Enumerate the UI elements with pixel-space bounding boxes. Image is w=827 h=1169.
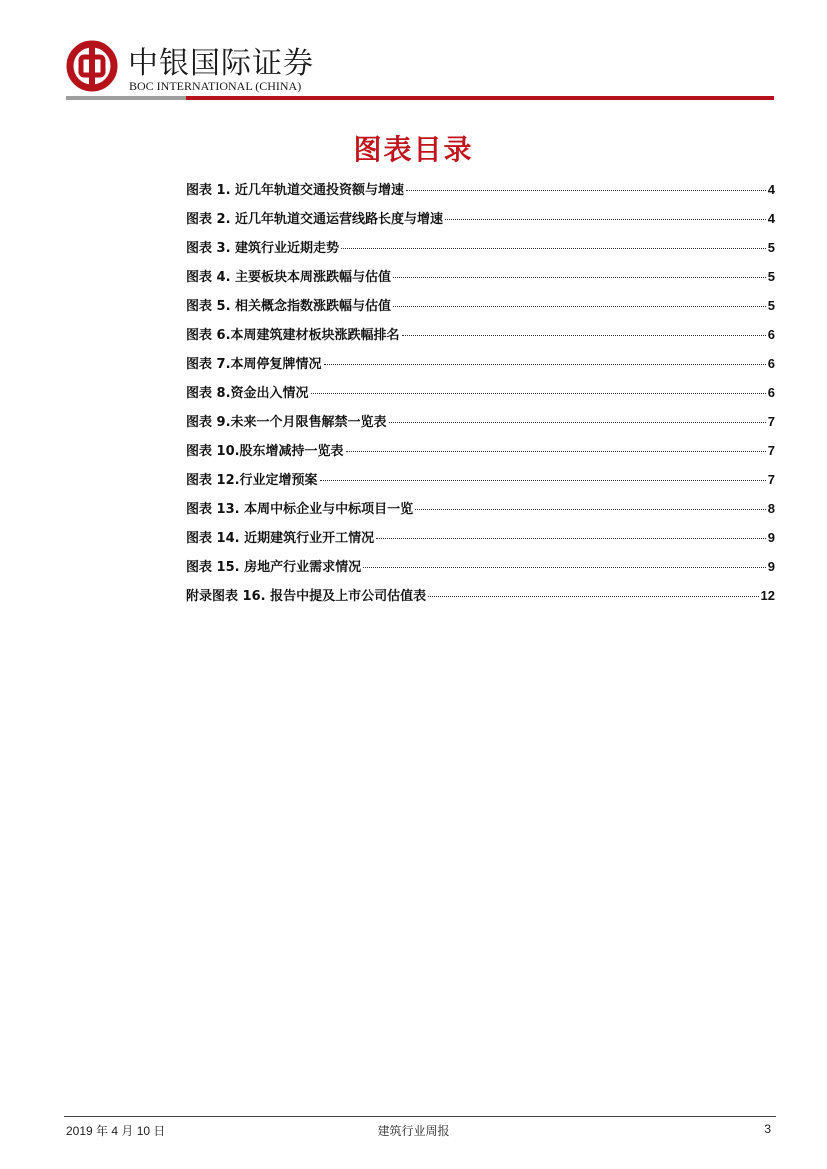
toc-entry-page[interactable]: 6 bbox=[767, 356, 775, 371]
toc-entry[interactable] bbox=[186, 266, 775, 295]
toc-list bbox=[186, 179, 775, 614]
toc-title: 图表目录 bbox=[353, 133, 474, 166]
toc-entry-page[interactable]: 9 bbox=[767, 559, 775, 574]
footer-date: 2019 年 4 月 10 日 bbox=[66, 1124, 166, 1138]
toc-entry-page[interactable]: 5 bbox=[767, 269, 775, 284]
toc-dot-leader bbox=[341, 246, 766, 249]
toc-entry-label[interactable]: 图表 6.本周建筑建材板块涨跌幅排名 bbox=[186, 328, 400, 343]
toc-entry-label[interactable]: 图表 3. 建筑行业近期走势 bbox=[186, 241, 340, 256]
toc-dot-leader bbox=[393, 275, 766, 278]
footer-page-number: 3 bbox=[764, 1122, 771, 1136]
toc-entry[interactable] bbox=[186, 440, 775, 469]
toc-entry[interactable] bbox=[186, 469, 775, 498]
toc-entry-label[interactable]: 图表 12.行业定增预案 bbox=[186, 473, 318, 488]
toc-entry[interactable] bbox=[186, 179, 775, 208]
footer-rule bbox=[64, 1116, 776, 1117]
toc-entry-label[interactable]: 图表 15. 房地产行业需求情况 bbox=[186, 560, 362, 575]
toc-entry-page[interactable]: 4 bbox=[767, 211, 775, 226]
toc-dot-leader bbox=[311, 391, 766, 394]
toc-dot-leader bbox=[376, 536, 766, 539]
toc-entry-label[interactable]: 图表 2. 近几年轨道交通运营线路长度与增速 bbox=[186, 212, 444, 227]
bank-of-china-logo-icon bbox=[66, 40, 118, 92]
toc-entry[interactable] bbox=[186, 411, 775, 440]
toc-entry-page[interactable]: 6 bbox=[767, 327, 775, 342]
toc-entry[interactable] bbox=[186, 324, 775, 353]
header-rule-red bbox=[186, 96, 774, 100]
toc-dot-leader bbox=[402, 333, 766, 336]
toc-entry[interactable] bbox=[186, 353, 775, 382]
toc-entry-page[interactable]: 4 bbox=[767, 182, 775, 197]
toc-entry-page[interactable]: 8 bbox=[767, 501, 775, 516]
toc-dot-leader bbox=[389, 420, 766, 423]
toc-entry[interactable] bbox=[186, 498, 775, 527]
toc-dot-leader bbox=[324, 362, 766, 365]
toc-entry-label[interactable]: 图表 5. 相关概念指数涨跌幅与估值 bbox=[186, 299, 392, 314]
toc-entry[interactable] bbox=[186, 527, 775, 556]
toc-dot-leader bbox=[428, 594, 758, 597]
header-rule-gray bbox=[66, 96, 186, 100]
toc-entry-page[interactable]: 5 bbox=[767, 298, 775, 313]
toc-entry-page[interactable]: 7 bbox=[767, 414, 775, 429]
toc-entry-label[interactable]: 图表 14. 近期建筑行业开工情况 bbox=[186, 531, 375, 546]
toc-dot-leader bbox=[445, 217, 766, 220]
toc-dot-leader bbox=[415, 507, 766, 510]
toc-entry[interactable] bbox=[186, 382, 775, 411]
toc-entry-label[interactable]: 图表 13. 本周中标企业与中标项目一览 bbox=[186, 502, 414, 517]
toc-entry[interactable] bbox=[186, 208, 775, 237]
toc-entry-label[interactable]: 图表 10.股东增减持一览表 bbox=[186, 444, 344, 459]
toc-dot-leader bbox=[346, 449, 766, 452]
toc-entry-page[interactable]: 7 bbox=[767, 472, 775, 487]
toc-entry-page[interactable]: 6 bbox=[767, 385, 775, 400]
toc-entry[interactable] bbox=[186, 585, 775, 614]
toc-dot-leader bbox=[320, 478, 766, 481]
toc-entry-label[interactable]: 图表 4. 主要板块本周涨跌幅与估值 bbox=[186, 270, 392, 285]
toc-entry-label[interactable]: 图表 7.本周停复牌情况 bbox=[186, 357, 322, 372]
toc-entry-page[interactable]: 7 bbox=[767, 443, 775, 458]
toc-dot-leader bbox=[363, 565, 766, 568]
toc-dot-leader bbox=[393, 304, 766, 307]
toc-entry[interactable] bbox=[186, 556, 775, 585]
toc-entry-label[interactable]: 图表 1. 近几年轨道交通投资额与增速 bbox=[186, 183, 405, 198]
toc-entry-page[interactable]: 9 bbox=[767, 530, 775, 545]
toc-entry-page[interactable]: 12 bbox=[760, 588, 775, 603]
toc-entry-page[interactable]: 5 bbox=[767, 240, 775, 255]
brand-name-chinese: 中银国际证券 bbox=[128, 46, 314, 81]
brand-name-english: BOC INTERNATIONAL (CHINA) bbox=[129, 79, 302, 93]
toc-dot-leader bbox=[406, 188, 766, 191]
toc-entry[interactable] bbox=[186, 237, 775, 266]
toc-entry-label[interactable]: 图表 9.未来一个月限售解禁一览表 bbox=[186, 415, 387, 430]
toc-entry-label[interactable]: 图表 8.资金出入情况 bbox=[186, 386, 309, 401]
page-header bbox=[66, 38, 774, 102]
toc-entry[interactable] bbox=[186, 295, 775, 324]
footer-report-title: 建筑行业周报 bbox=[377, 1124, 450, 1138]
toc-entry-label[interactable]: 附录图表 16. 报告中提及上市公司估值表 bbox=[186, 589, 427, 604]
